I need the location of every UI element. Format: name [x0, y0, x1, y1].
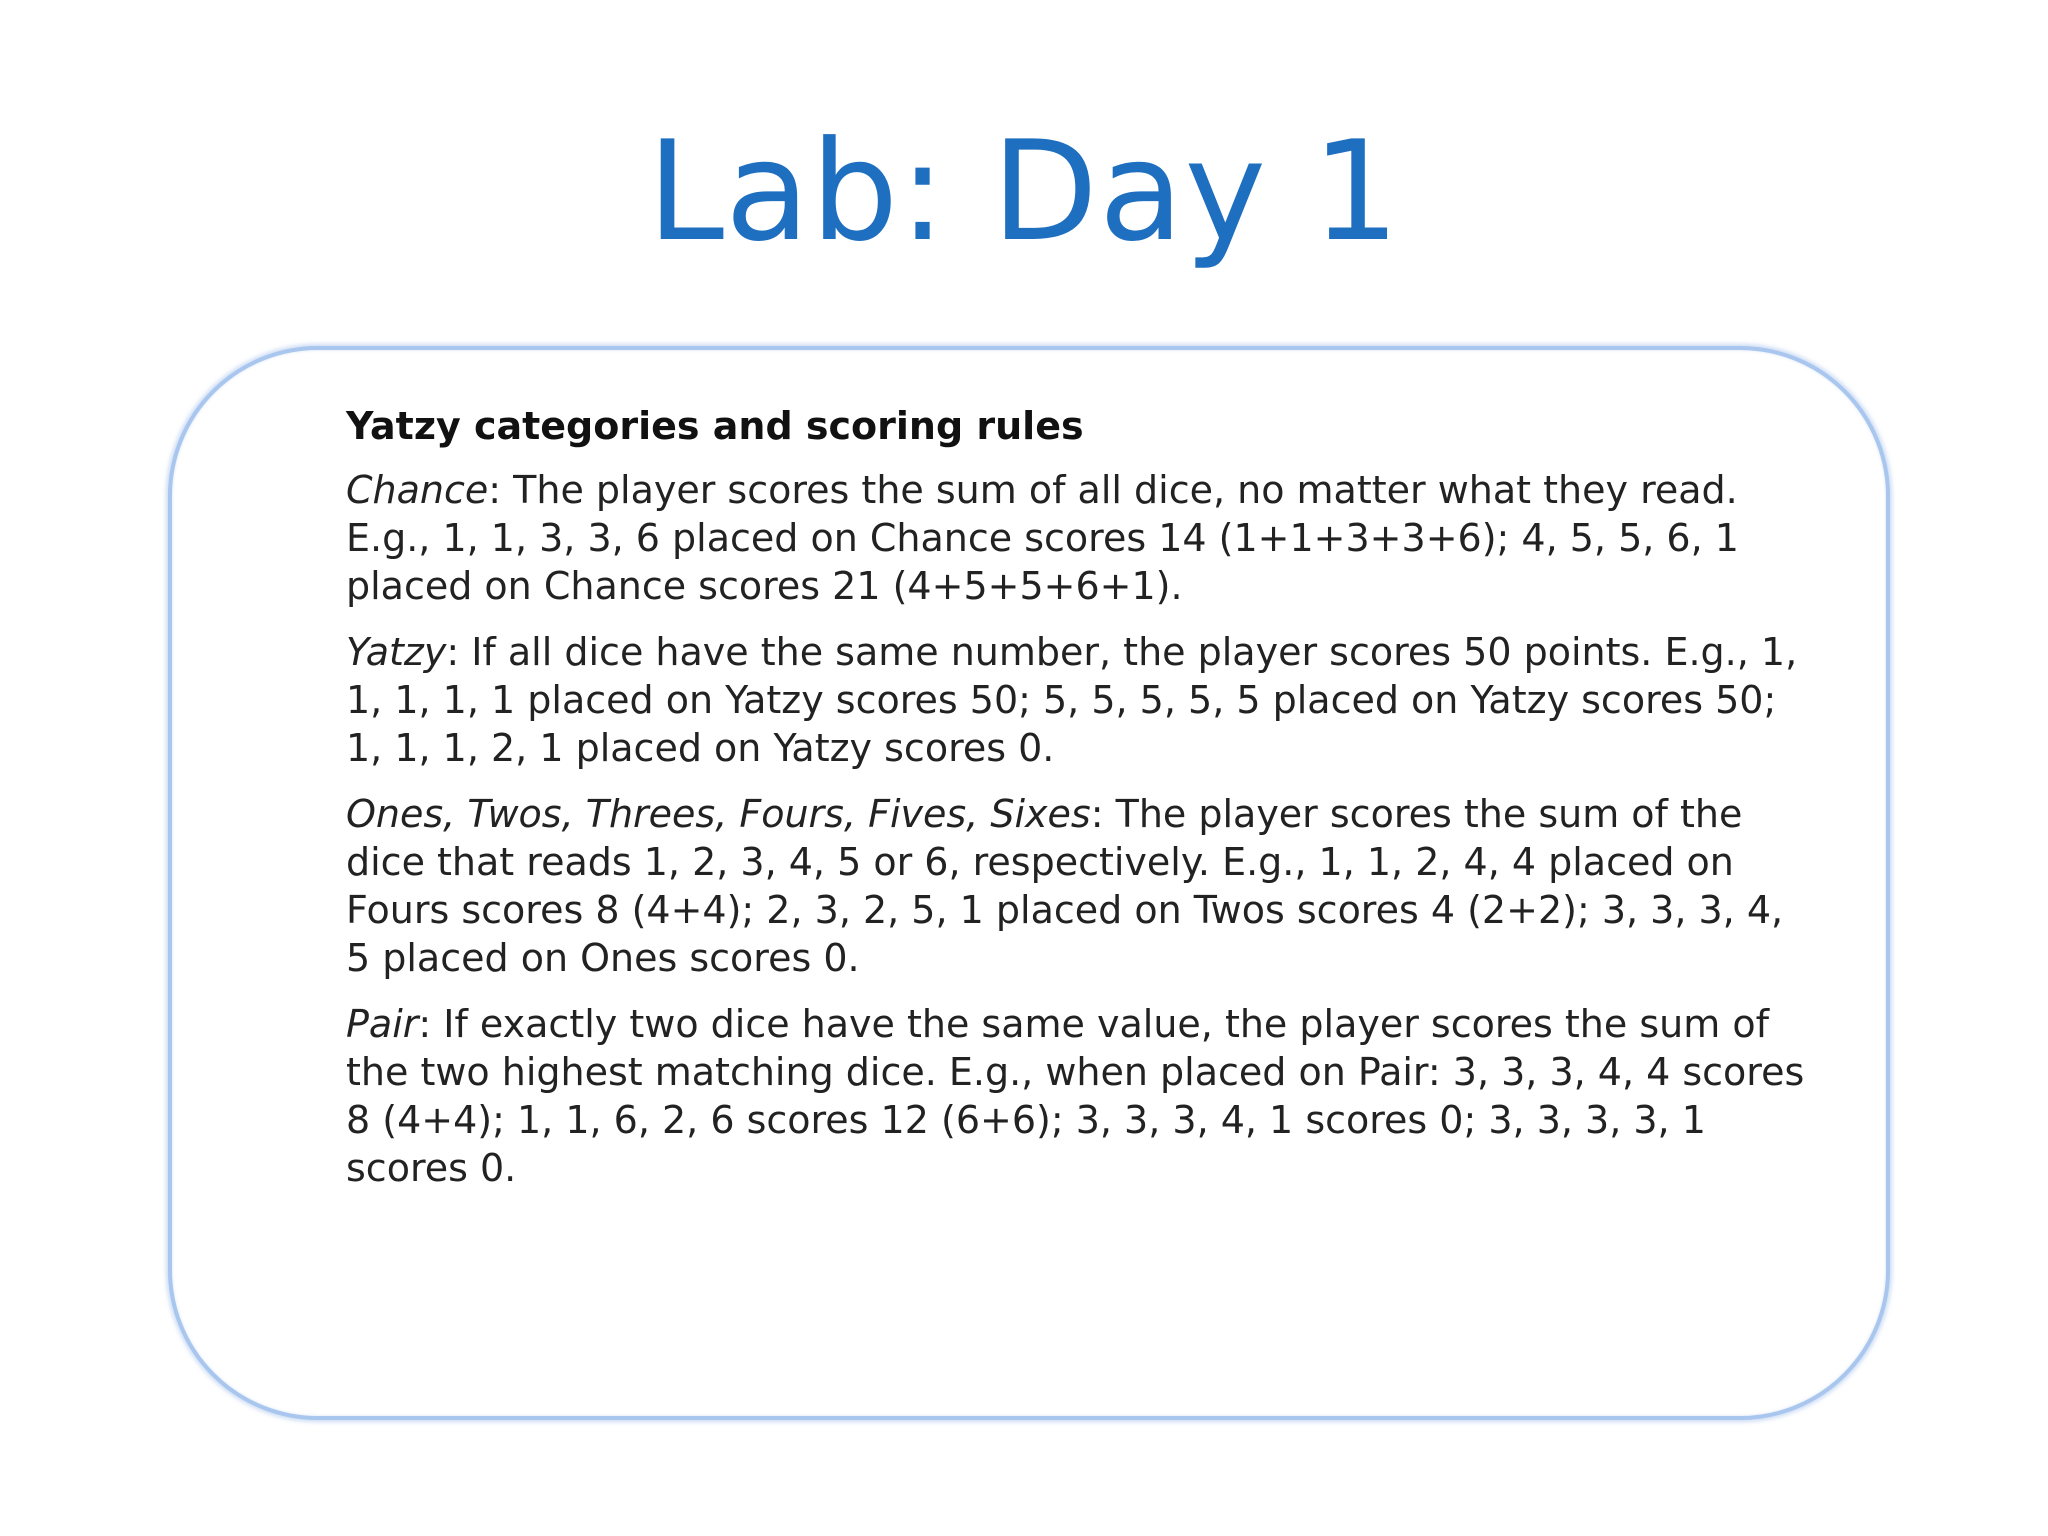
rule-text: : The player scores the sum of all dice, no matter what they read. E.g., 1, 1, 3, 3, 6 placed on Chance scores 14 (1+1+3+3+6); 4, 5, 5, 6, 1 placed on Chance scores 21 (4+5+5+6+1).	[346, 468, 1739, 608]
rule-upper-section	[346, 790, 1816, 982]
rule-text: : If all dice have the same number, the player scores 50 points. E.g., 1, 1, 1, 1, 1 placed on Yatzy scores 50; 5, 5, 5, 5, 5 placed on Yatzy scores 50; 1, 1, 1, 2, 1 placed on Yatzy scores 0.	[346, 630, 1798, 770]
rule-text: : The player scores the sum of the dice that reads 1, 2, 3, 4, 5 or 6, respectively. E.g., 1, 1, 2, 4, 4 placed on Fours scores 8 (4+4); 2, 3, 2, 5, 1 placed on Twos scores 4 (2+2); 3, 3, 3, 4, 5 placed on Ones scores 0.	[346, 792, 1784, 980]
content-body	[346, 402, 1816, 1210]
rule-term: Yatzy	[346, 630, 447, 674]
rule-text: : If exactly two dice have the same value, the player scores the sum of the two highest matching dice. E.g., when placed on Pair: 3, 3, 3, 4, 4 scores 8 (4+4); 1, 1, 6, 2, 6 scores 12 (6+6); 3, 3, 3, 4, 1 scores 0; 3, 3, 3, 3, 1 scores 0.	[346, 1002, 1805, 1190]
rule-pair	[346, 1000, 1816, 1192]
rule-chance	[346, 466, 1816, 610]
rule-term: Pair	[346, 1002, 419, 1046]
slide-title: Lab: Day 1	[647, 111, 1401, 272]
rule-term: Chance	[346, 468, 489, 512]
rule-yatzy	[346, 628, 1816, 772]
rule-term: Ones, Twos, Threes, Fours, Fives, Sixes	[346, 792, 1091, 836]
section-heading: Yatzy categories and scoring rules	[346, 404, 1084, 448]
